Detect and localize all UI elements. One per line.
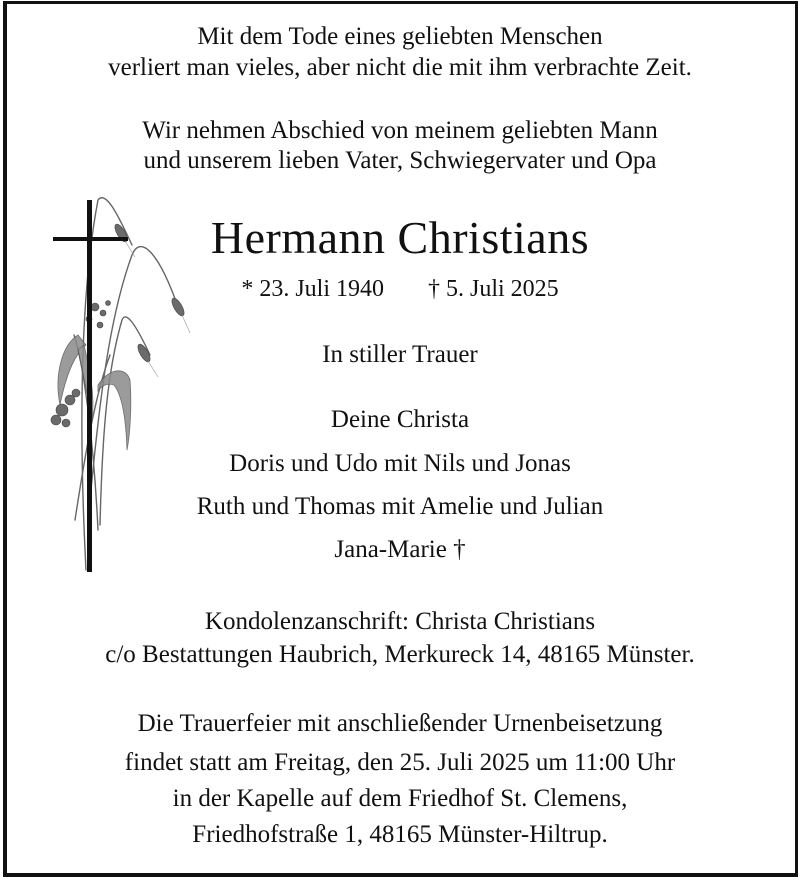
birth-date: * 23. Juli 1940	[241, 276, 384, 302]
motto-line-1: Mit dem Tode eines geliebten Menschen	[197, 23, 603, 50]
mourner-line: Jana-Marie †	[334, 536, 466, 563]
ceremony-line-3: in der Kapelle auf dem Friedhof St. Clemens,	[172, 785, 628, 812]
condolence-line-1: Kondolenzanschrift: Christa Christians	[204, 608, 596, 635]
ceremony-line-2: findet statt am Freitag, den 25. Juli 2025 um 11:00 Uhr	[124, 749, 676, 776]
intro-line-1: Wir nehmen Abschied von meinem geliebten Mann	[142, 117, 658, 144]
ceremony-line-1: Die Trauerfeier mit anschließender Urnenbeisetzung	[137, 710, 663, 737]
condolence-line-2: c/o Bestattungen Haubrich, Merkureck 14, 48165 Münster.	[105, 641, 695, 668]
mourning-line: In stiller Trauer	[322, 341, 478, 368]
motto-line-2: verliert man vieles, aber nicht die mit ihm verbrachte Zeit.	[108, 54, 692, 81]
intro-line-2: und unserem lieben Vater, Schwiegervater und Opa	[143, 147, 657, 174]
mourner-line: Deine Christa	[330, 406, 470, 433]
death-date: † 5. Juli 2025	[428, 276, 559, 302]
mourner-line: Doris und Udo mit Nils und Jonas	[229, 450, 571, 477]
ceremony-line-4: Friedhofstraße 1, 48165 Münster-Hiltrup.	[192, 821, 608, 848]
life-dates	[0, 275, 800, 303]
mourner-line: Ruth und Thomas mit Amelie und Julian	[196, 493, 604, 520]
deceased-name: Hermann Christians	[210, 212, 590, 263]
